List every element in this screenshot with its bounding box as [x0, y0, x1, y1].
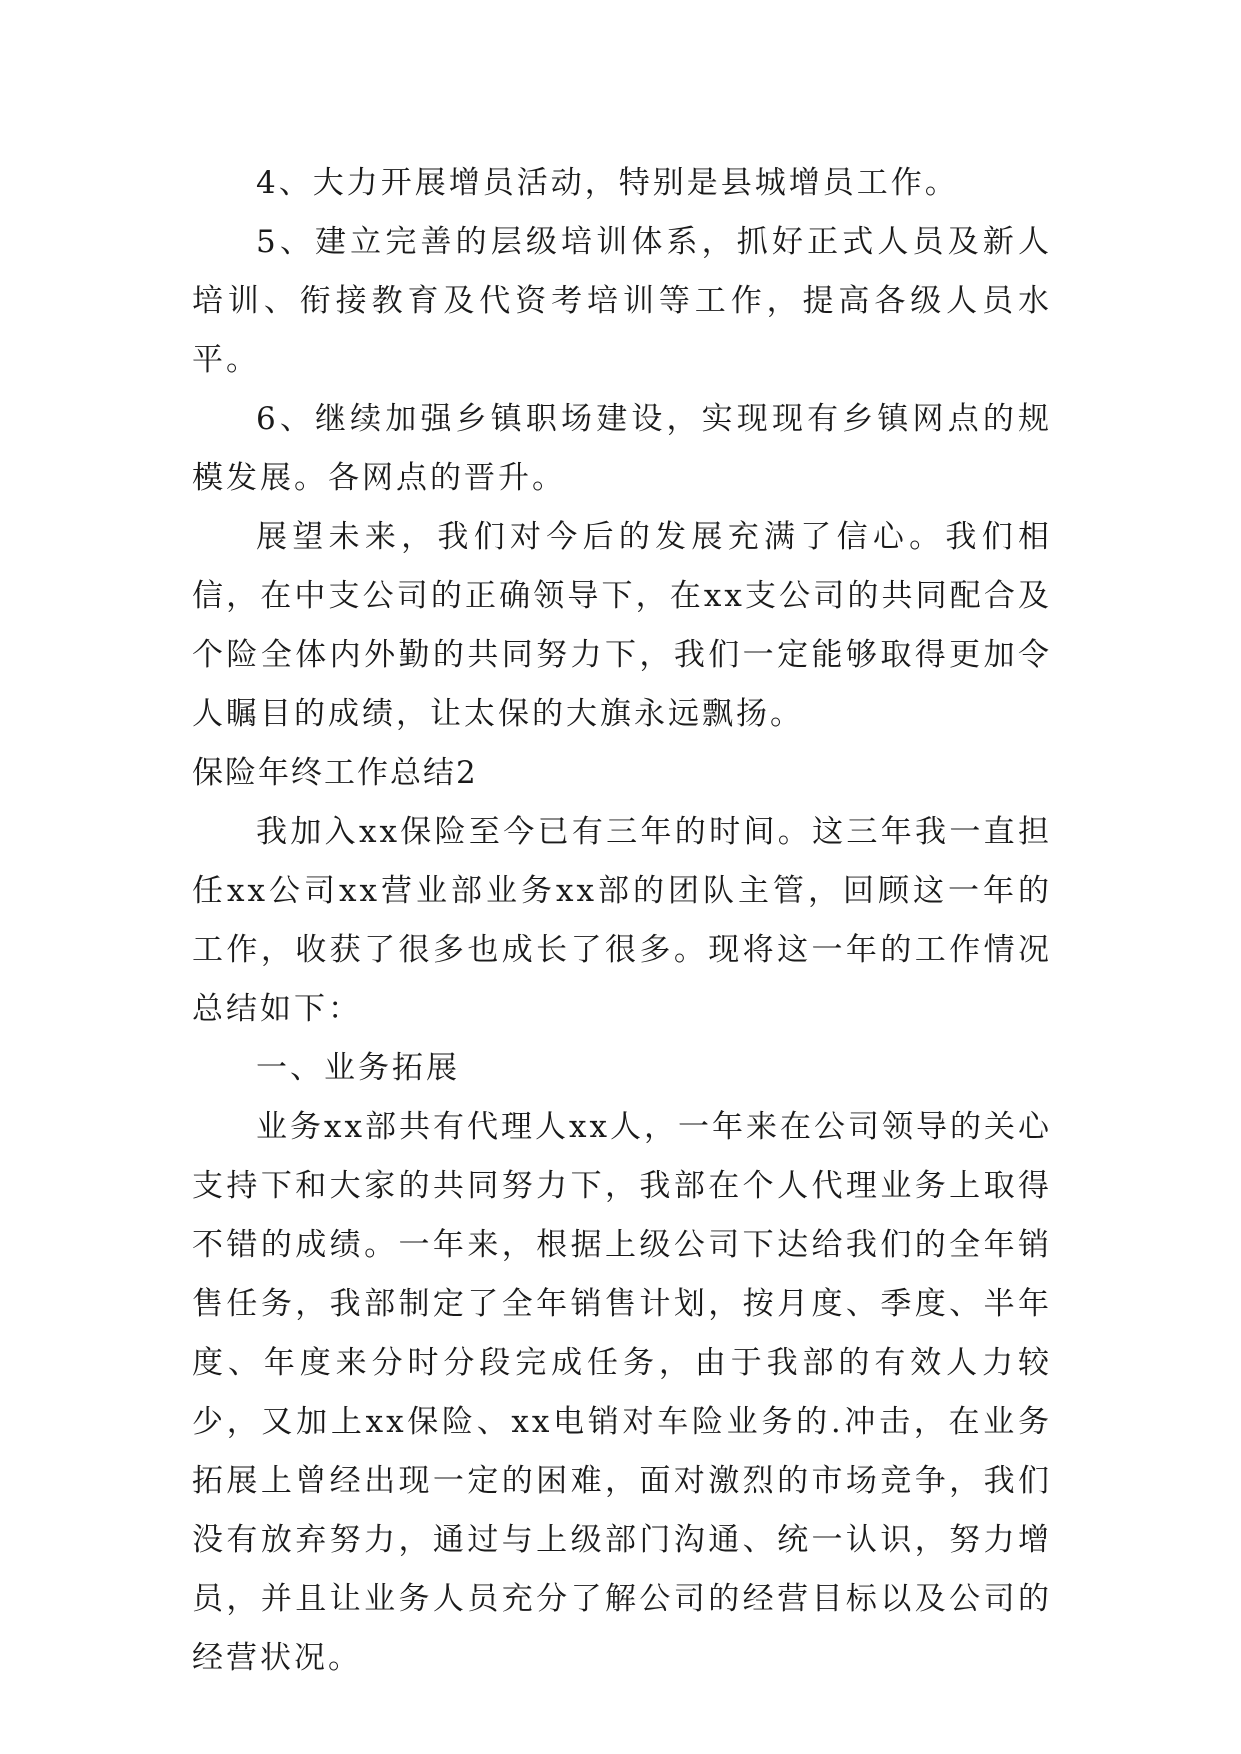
section-heading: 保险年终工作总结2: [192, 755, 478, 791]
document-body: [192, 154, 1052, 1688]
paragraph-goal-6: 6、继续加强乡镇职场建设，实现现有乡镇网点的规模发展。各网点的晋升。: [192, 401, 1052, 496]
subheading-business-expansion: 一、业务拓展: [256, 1050, 460, 1086]
paragraph-intro: 我加入xx保险至今已有三年的时间。这三年我一直担任xx公司xx营业部业务xx部的团队主管，回顾这一年的工作，收获了很多也成长了很多。现将这一年的工作情况总结如下：: [192, 814, 1052, 1027]
paragraph-business-expansion: 业务xx部共有代理人xx人，一年来在公司领导的关心支持下和大家的共同努力下，我部在个人代理业务上取得不错的成绩。一年来，根据上级公司下达给我们的全年销售任务，我部制定了全年销售计划，按月度、季度、半年度、年度来分时分段完成任务，由于我部的有效人力较少，又加上xx保险、xx电销对车险业务的.冲击，在业务拓展上曾经出现一定的困难，面对激烈的市场竞争，我们没有放弃努力，通过与上级部门沟通、统一认识，努力增员，并且让业务人员充分了解公司的经营目标以及公司的经营状况。: [192, 1109, 1052, 1676]
paragraph-goal-5: 5、建立完善的层级培训体系，抓好正式人员及新人培训、衔接教育及代资考培训等工作，提高各级人员水平。: [192, 224, 1052, 378]
paragraph-goal-4: 4、大力开展增员活动，特别是县城增员工作。: [256, 165, 959, 201]
paragraph-outlook: 展望未来，我们对今后的发展充满了信心。我们相信，在中支公司的正确领导下，在xx支公司的共同配合及个险全体内外勤的共同努力下，我们一定能够取得更加令人瞩目的成绩，让太保的大旗永远飘扬。: [192, 519, 1052, 732]
